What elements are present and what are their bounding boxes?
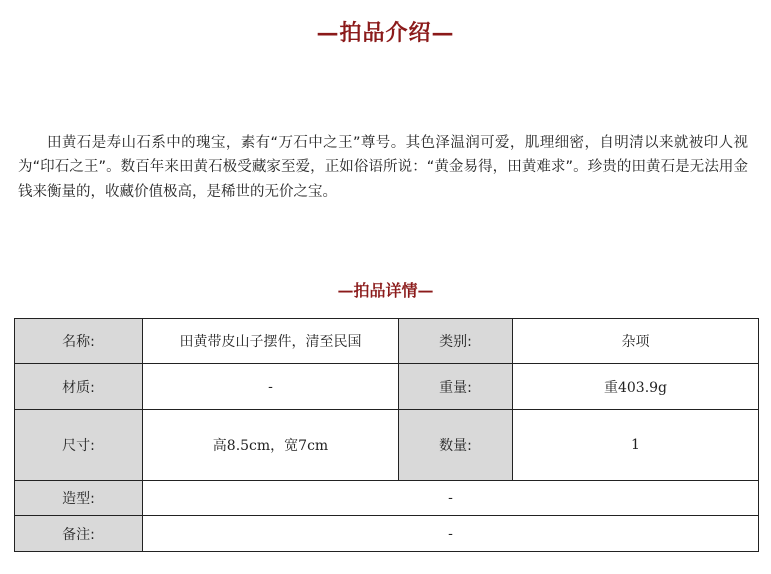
name-value: 田黄带皮山子摆件，清至民国 [143, 319, 399, 364]
quantity-label: 数量: [399, 410, 513, 481]
name-label: 名称: [15, 319, 143, 364]
table-row [15, 481, 759, 516]
intro-section-title: —拍品介绍— [316, 20, 455, 46]
size-label: 尺寸: [15, 410, 143, 481]
details-table [14, 318, 759, 552]
table-row [15, 410, 759, 481]
table-row [15, 319, 759, 364]
details-section-title: —拍品详情— [337, 281, 434, 300]
quantity-value: 1 [513, 410, 759, 481]
category-label: 类别: [399, 319, 513, 364]
remarks-value: - [143, 516, 759, 552]
size-value: 高8.5cm，宽7cm [143, 410, 399, 481]
weight-value: 重403.9g [513, 364, 759, 410]
material-label: 材质: [15, 364, 143, 410]
shape-value: - [143, 481, 759, 516]
category-value: 杂项 [513, 319, 759, 364]
intro-paragraph: 田黄石是寿山石系中的瑰宝，素有“万石中之王”尊号。其色泽温润可爱，肌理细密，自明清以来就被印人视为“印石之王”。数百年来田黄石极受藏家至爱，正如俗语所说：“黄金易得，田黄难求”。珍贵的田黄石是无法用金钱来衡量的，收藏价值极高，是稀世的无价之宝。 [18, 134, 748, 200]
shape-label: 造型: [15, 481, 143, 516]
table-row [15, 516, 759, 552]
remarks-label: 备注: [15, 516, 143, 552]
weight-label: 重量: [399, 364, 513, 410]
material-value: - [143, 364, 399, 410]
table-row [15, 364, 759, 410]
